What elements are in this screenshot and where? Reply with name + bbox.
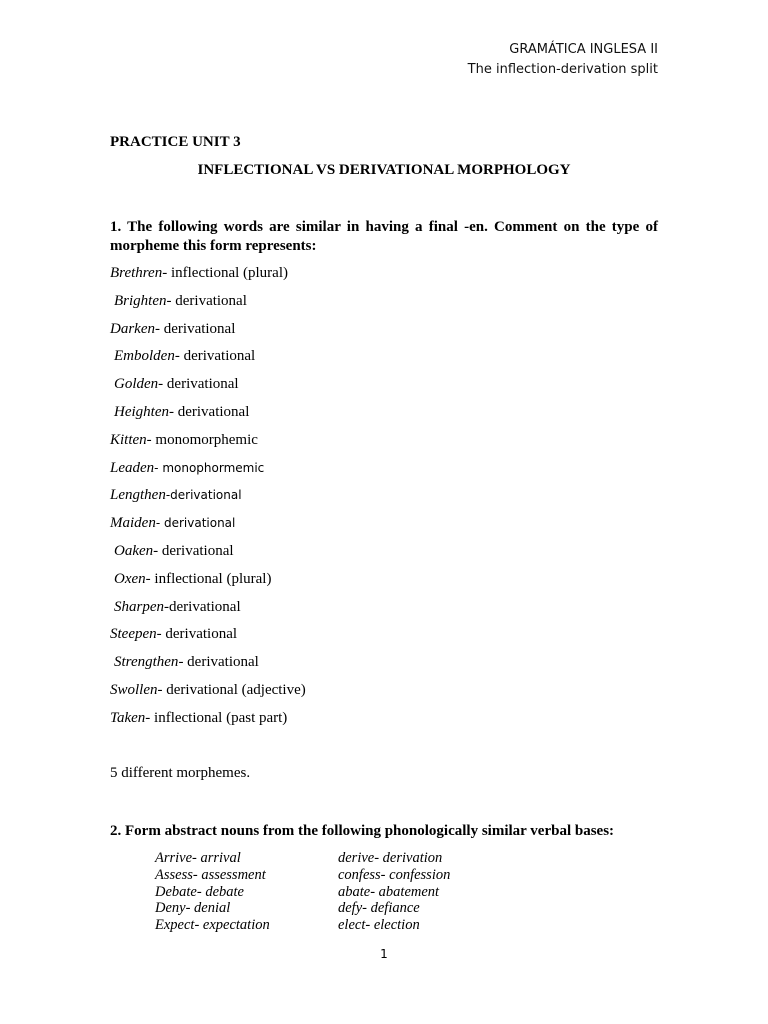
pair-left: Debate- debate	[155, 883, 244, 900]
word: Taken	[110, 709, 146, 726]
word: Brethren	[110, 265, 163, 281]
table-row	[155, 917, 450, 934]
answer: -derivational	[164, 598, 241, 615]
word: Oxen	[114, 570, 146, 587]
table-row	[155, 900, 450, 917]
answer: - derivational (adjective)	[157, 681, 306, 698]
answer: - derivational	[153, 542, 234, 559]
answer: - derivational	[155, 320, 236, 337]
table-row	[155, 884, 450, 901]
list-item	[110, 541, 658, 569]
pair-left: Deny- denial	[155, 900, 231, 917]
list-item	[110, 402, 658, 430]
list-item	[110, 346, 658, 374]
pair-right: defy- defiance	[338, 900, 420, 917]
page-number: 1	[380, 947, 388, 961]
list-item	[110, 319, 658, 347]
list-item	[110, 624, 658, 652]
list-item	[110, 569, 658, 597]
answer: - inflectional (plural)	[162, 265, 288, 281]
word-list	[110, 263, 658, 736]
word: Lengthen	[110, 487, 166, 504]
word: Golden	[114, 376, 159, 393]
list-item	[110, 513, 658, 541]
pair-right: elect- election	[338, 917, 420, 934]
answer: - inflectional (plural)	[145, 570, 272, 587]
list-item	[110, 430, 658, 458]
course-name: GRAMÁTICA INGLESA II	[509, 42, 658, 57]
answer: - derivational	[158, 376, 239, 393]
question-1: 1. The following words are similar in having a final -en. Comment on the type of morpheme this form represents:	[110, 219, 658, 254]
word: Swollen	[110, 681, 158, 698]
pair-left: Expect- expectation	[155, 917, 270, 934]
answer: - derivational	[166, 292, 247, 309]
word: Embolden	[114, 348, 175, 365]
pair-left: Arrive- arrival	[155, 850, 241, 866]
answer: - derivational	[174, 348, 256, 365]
word: Darken	[110, 320, 155, 337]
answer: - derivational	[178, 654, 259, 671]
question-2: 2. Form abstract nouns from the following phonologically similar verbal bases:	[110, 823, 615, 839]
answer: - monophormemic	[154, 460, 265, 475]
list-item	[110, 291, 658, 319]
list-item	[110, 374, 658, 402]
pair-right: abate- abatement	[338, 883, 440, 900]
word: Heighten	[114, 403, 169, 420]
page-title: INFLECTIONAL VS DERIVATIONAL MORPHOLOGY	[197, 162, 571, 178]
answer: -derivational	[165, 488, 242, 503]
noun-pairs	[155, 850, 450, 934]
table-row	[155, 850, 450, 867]
word: Leaden	[110, 459, 155, 476]
word: Strengthen	[114, 654, 179, 671]
unit-title: PRACTICE UNIT 3	[110, 134, 241, 150]
list-item	[110, 652, 658, 680]
pair-right: confess- confession	[338, 866, 451, 883]
word: Brighten	[114, 292, 167, 309]
list-item	[110, 458, 658, 486]
pair-left: Assess- assessment	[155, 866, 266, 883]
answer: - inflectional (past part)	[145, 709, 288, 726]
word: Kitten	[110, 431, 147, 448]
summary-text: 5 different morphemes.	[110, 765, 251, 781]
word: Oaken	[114, 542, 154, 559]
list-item	[110, 708, 658, 736]
list-item	[110, 680, 658, 708]
table-row	[155, 867, 450, 884]
page-header	[468, 40, 658, 80]
word: Maiden	[110, 515, 156, 532]
answer: - derivational	[155, 516, 236, 531]
answer: - monomorphemic	[146, 431, 258, 448]
list-item	[110, 597, 658, 625]
answer: - derivational	[168, 403, 250, 420]
word: Steepen	[110, 626, 157, 643]
list-item	[110, 263, 658, 291]
header-subtitle: The inflection-derivation split	[467, 62, 658, 77]
word: Sharpen	[114, 598, 164, 615]
answer: - derivational	[156, 626, 238, 643]
list-item	[110, 485, 658, 513]
pair-right: derive- derivation	[338, 850, 443, 866]
